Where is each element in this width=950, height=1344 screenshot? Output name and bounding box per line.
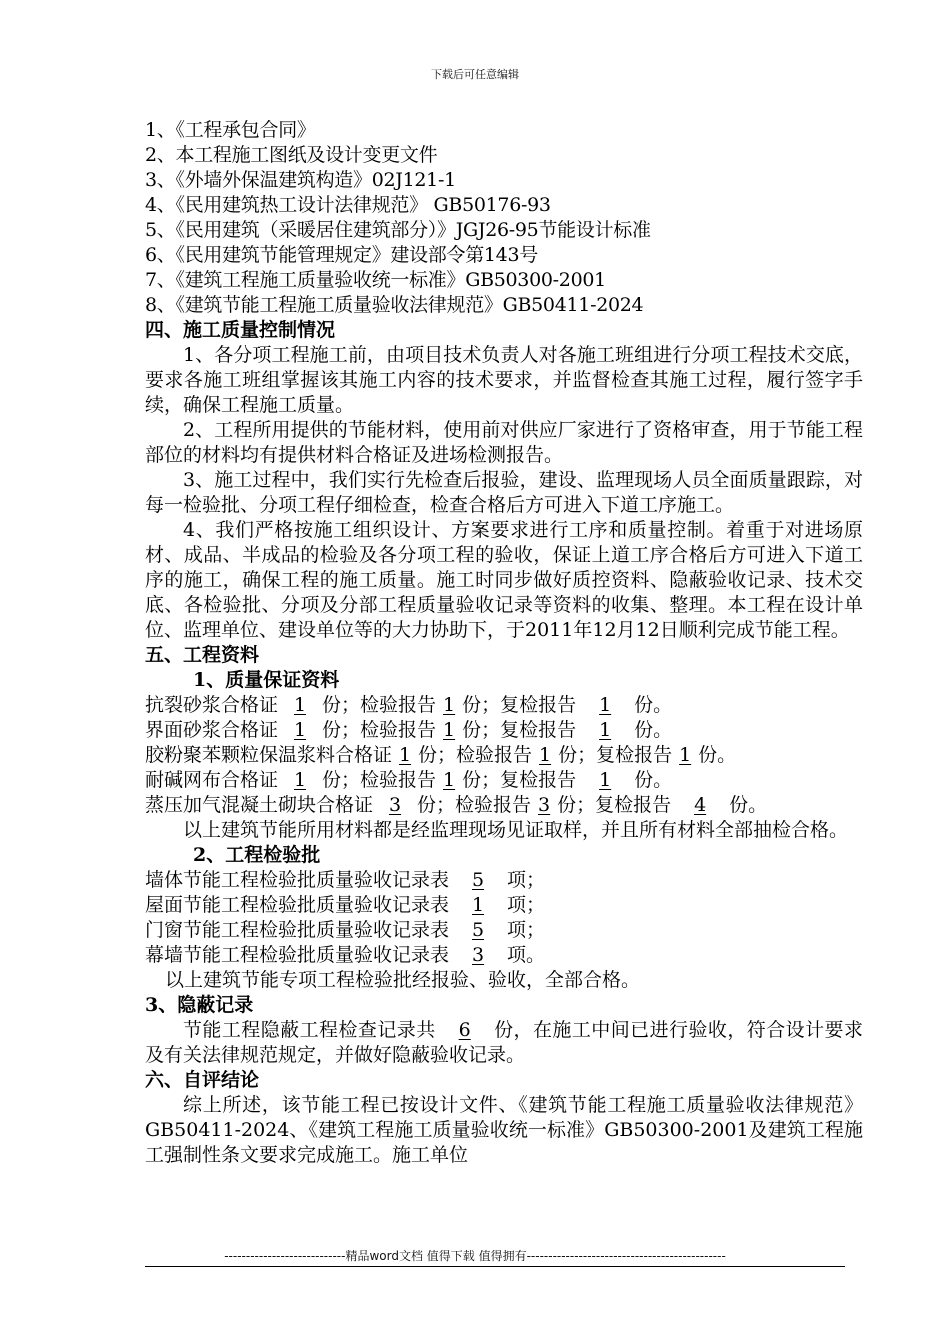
unit-label: 份 [322,694,342,716]
unit-label: 份 [462,769,482,791]
hidden-count: 6 [458,1019,471,1041]
page-header: 下载后可任意编辑 [431,68,519,81]
material-row: 胶粉聚苯颗粒保温浆料合格证 1 份；检验报告 1 份；复检报告 1 份。 [145,744,737,766]
document-body [145,118,863,1168]
batch-row: 幕墙节能工程检验批质量验收记录表 3 项。 [145,944,546,966]
cert-count: 1 [293,719,307,741]
unit-label: 份 [322,769,342,791]
cert-count: 1 [293,694,307,716]
recheck-label: 复检报告 [595,794,672,816]
recheck-label: 复检报告 [500,769,577,791]
cert-count: 3 [388,794,402,816]
paragraph: 4、我们严格按施工组织设计、方案要求进行工序和质量控制。着重于对进场原材、成品、半成品的检验及各分项工程的验收，保证上道工序合格后方可进入下道工序的施工，确保工程的施工质量。施工时同步做好质控资料、隐蔽验收记录、技术交底、各检验批、分项及分部工程质量验收记录等资料的收集、整理。本工程在设计单位、监理单位、建设单位等的大力协助下，于2011年12月12日顺利完成节能工程。 [145,519,863,641]
unit-label: 份 [557,794,577,816]
reference-list [145,118,863,318]
paragraph: 3、施工过程中，我们实行先检查后报验，建设、监理现场人员全面质量跟踪，对每一检验批、分项工程仔细检查，检查合格后方可进入下道工序施工。 [145,469,863,516]
material-name: 抗裂砂浆合格证 [145,694,279,716]
section-heading-quality-control: 四、施工质量控制情况 [145,319,336,341]
material-row: 抗裂砂浆合格证 1 份；检验报告 1 份；复检报告 1 份。 [145,694,673,716]
unit-label: 份 [634,719,654,741]
unit-label: 份 [634,694,654,716]
batch-row: 屋面节能工程检验批质量验收记录表 1 项； [145,894,546,916]
unit-label: 份 [418,744,438,766]
recheck-label: 复检报告 [596,744,673,766]
recheck-count: 1 [599,694,612,716]
reference-item: 3、《外墙外保温建筑构造》02J121-1 [145,169,456,191]
subsection-heading-hidden-records: 3、隐蔽记录 [145,994,254,1016]
hidden-pre: 节能工程隐蔽工程检查记录共 [183,1019,436,1041]
unit-label: 份 [462,694,482,716]
materials-note: 以上建筑节能所用材料都是经监理现场见证取样，并且所有材料全部抽检合格。 [183,819,849,841]
reference-item: 8、《建筑节能工程施工质量验收法律规范》GB50411-2024 [145,294,644,316]
batch-row: 门窗节能工程检验批质量验收记录表 5 项； [145,919,546,941]
report-count: 1 [443,694,456,716]
report-label: 检验报告 [456,744,533,766]
cert-count: 1 [398,744,412,766]
batch-count: 5 [471,869,485,891]
material-row: 蒸压加气混凝土砌块合格证 3 份；检验报告 3 份；复检报告 4 份。 [145,794,768,816]
cert-count: 1 [293,769,307,791]
batch-count: 3 [471,944,485,966]
report-count: 1 [443,719,456,741]
material-name: 胶粉聚苯颗粒保温浆料合格证 [145,744,393,766]
report-label: 检验报告 [360,719,437,741]
recheck-count: 1 [599,719,612,741]
unit-label: 份 [634,769,654,791]
reference-item: 7、《建筑工程施工质量验收统一标准》GB50300-2001 [145,269,606,291]
batch-count: 5 [471,919,485,941]
unit-label: 份 [322,719,342,741]
reference-item: 5、《民用建筑（采暖居住建筑部分）》JGJ26-95节能设计标准 [145,219,651,241]
report-count: 1 [443,769,456,791]
report-label: 检验报告 [455,794,532,816]
batch-name: 幕墙节能工程检验批质量验收记录表 [145,944,450,966]
section-heading-self-evaluation: 六、自评结论 [145,1069,260,1091]
batch-row: 墙体节能工程检验批质量验收记录表 5 项； [145,869,546,891]
hidden-post: 份，在施工中间已进行验收，符合设计要求及有关法律规范规定，并做好隐蔽验收记录。 [145,1019,863,1066]
conclusion-paragraph: 综上所述，该节能工程已按设计文件、《建筑节能工程施工质量验收法律规范》GB50411-2024、《建筑工程施工质量验收统一标准》GB50300-2001及建筑工程施工强制性条文要求完成施工。施工单位 [145,1094,863,1166]
hidden-records-paragraph [145,1018,863,1068]
unit-label: 份 [417,794,437,816]
unit-label: 项 [507,919,527,941]
reference-item: 4、《民用建筑热工设计法律规范》 GB50176-93 [145,194,551,216]
reference-item: 2、本工程施工图纸及设计变更文件 [145,144,438,166]
reference-item: 1、《工程承包合同》 [145,119,316,141]
report-label: 检验报告 [360,769,437,791]
subsection-heading-inspection-batches: 2、工程检验批 [193,844,321,866]
batch-count: 1 [471,894,485,916]
section-heading-project-documents: 五、工程资料 [145,644,260,666]
unit-label: 份 [558,744,578,766]
paragraph: 2、工程所用提供的节能材料，使用前对供应厂家进行了资格审查，用于节能工程部位的材料均有提供材料合格证及进场检测报告。 [145,419,863,466]
reference-item: 6、《民用建筑节能管理规定》建设部令第143号 [145,244,538,266]
recheck-label: 复检报告 [500,719,577,741]
unit-label: 项 [507,944,527,966]
recheck-count: 4 [694,794,707,816]
material-row: 耐碱网布合格证 1 份；检验报告 1 份；复检报告 1 份。 [145,769,673,791]
material-name: 界面砂浆合格证 [145,719,279,741]
batch-name: 墙体节能工程检验批质量验收记录表 [145,869,450,891]
paragraph: 1、各分项工程施工前，由项目技术负责人对各施工班组进行分项工程技术交底，要求各施工班组掌握该其施工内容的技术要求，并监督检查其施工过程，履行签字手续，确保工程施工质量。 [145,344,863,416]
material-name: 蒸压加气混凝土砌块合格证 [145,794,374,816]
report-label: 检验报告 [360,694,437,716]
material-row: 界面砂浆合格证 1 份；检验报告 1 份；复检报告 1 份。 [145,719,673,741]
recheck-count: 1 [679,744,692,766]
batches-note: 以上建筑节能专项工程检验批经报验、验收，全部合格。 [165,969,641,991]
unit-label: 份 [729,794,749,816]
unit-label: 项 [507,894,527,916]
subsection-heading-quality-assurance: 1、质量保证资料 [193,669,340,691]
report-count: 3 [538,794,551,816]
unit-label: 份 [462,719,482,741]
unit-label: 份 [698,744,718,766]
footer-text: ----------------------------精品word文档 值得下载 值得拥有---------------------------------------------- [224,1249,726,1263]
batch-name: 屋面节能工程检验批质量验收记录表 [145,894,450,916]
material-name: 耐碱网布合格证 [145,769,279,791]
footer-divider [145,1266,845,1267]
unit-label: 项 [507,869,527,891]
recheck-label: 复检报告 [500,694,577,716]
recheck-count: 1 [599,769,612,791]
report-count: 1 [539,744,552,766]
batch-name: 门窗节能工程检验批质量验收记录表 [145,919,450,941]
